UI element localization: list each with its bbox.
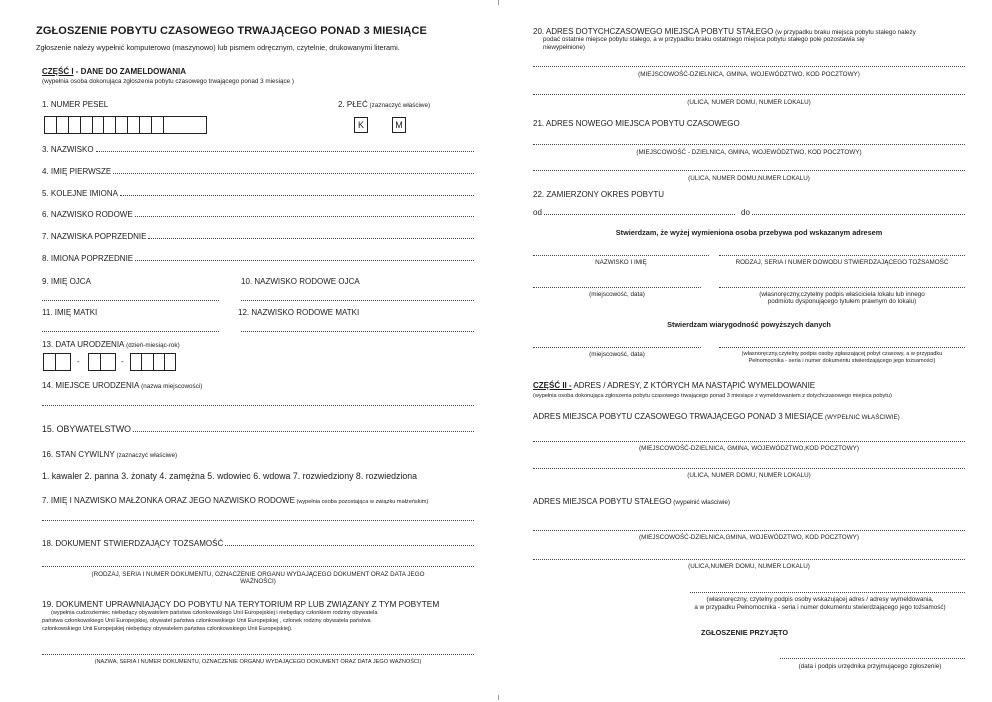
other-names-field[interactable] <box>42 189 474 198</box>
marital-status-label-text: 16. STAN CYWILNY <box>42 450 115 459</box>
owner-signature-caption-2: podmiotu dysponującego tytułem prawnym do lokalu) <box>767 298 917 305</box>
previous-names-label: 8. IMIONA POPRZEDNIE <box>42 254 134 263</box>
new-temp-address-street-field[interactable] <box>533 170 965 171</box>
stay-to-label: do <box>741 208 750 217</box>
temp-address-label-text: ADRES MIEJSCA POBYTU CZASOWEGO TRWAJĄCEGO PONAD 3 MIESIĄCE <box>533 412 824 421</box>
part1-header <box>42 67 186 76</box>
spouse-label-text: 7. IMIĘ I NAZWISKO MAŁŻONKA ORAZ JEGO NAZWISKO RODOWE <box>42 496 295 505</box>
form-subtitle: Zgłoszenie należy wypełnić komputerowo (maszynowo) lub pismem odręcznym, czytelnie, drukowanymi literami. <box>36 43 400 52</box>
perm-address-city-caption: (MIEJSCOWOŚĆ-DZIELNICA,GMINA, WOJEWÓDZTWO, KOD POCZTOWY) <box>639 534 859 541</box>
perm-address-label-note: (wypełnić właściwie) <box>671 499 730 506</box>
mother-family-name-label: 12. NAZWISKO RODOWE MATKI <box>238 308 360 317</box>
pesel-label: 1. NUMER PESEL <box>42 100 109 109</box>
official-signature-field[interactable] <box>780 658 965 659</box>
perm-address-street-field[interactable] <box>533 559 965 560</box>
part2-heading-rest: ADRES / ADRESY, Z KTÓRYCH MA NASTĄPIĆ WYMELDOWANIE <box>571 381 816 390</box>
prev-permanent-address-note-2: podać ostatnie miejsce pobytu stałego, a w przypadku braku ostatniego miejsca pobytu stałego pole pozostawia się <box>543 36 865 43</box>
perm-address-city-field[interactable] <box>533 530 965 531</box>
accepted-heading: ZGŁOSZENIE PRZYJĘTO <box>701 628 789 637</box>
prev-permanent-address-note-1: (w przypadku braku miejsca pobytu stałego należy <box>773 29 916 36</box>
part1-heading: CZĘŚĆ I <box>42 67 74 76</box>
prev-permanent-address-label-text: 20. ADRES DOTYCHCZASOWEGO MIEJSCA POBYTU STAŁEGO <box>533 27 774 36</box>
temp-address-label-note: (WYPEŁNIĆ WŁAŚCIWIE) <box>823 414 900 421</box>
mother-family-name-field[interactable] <box>241 331 474 332</box>
father-family-name-field[interactable] <box>241 300 474 301</box>
page-fold-mark-top <box>498 0 499 5</box>
citizenship-label: 15. OBYWATELSTWO <box>42 424 131 434</box>
birth-day-field[interactable] <box>43 353 71 371</box>
sex-k-checkbox[interactable]: K <box>354 117 368 133</box>
applicant-signature-caption-1: (własnoręczny,czytelny podpis osoby zgłaszającej pobyt czasowy, a w przypadku <box>741 351 943 357</box>
previous-surnames-field[interactable] <box>42 232 474 241</box>
stay-period-label: 22. ZAMIERZONY OKRES POBYTU <box>533 190 664 199</box>
other-names-label: 5. KOLEJNE IMIONA <box>42 189 119 198</box>
sex-m-checkbox[interactable]: M <box>392 117 406 133</box>
part2-note: (wypełnia osoba dokonująca zgłoszenia pobytu czasowego trwającego ponad 3 miesiące z wymeldowaniem z dotychczasowego miejsca pobytu) <box>533 393 892 399</box>
temp-address-city-field[interactable] <box>533 441 965 442</box>
birth-date-label <box>42 340 180 349</box>
spouse-label-note: (wypełnia osoba pozostająca w związku małżeńskim) <box>294 499 429 505</box>
withdrawal-signature-field[interactable] <box>690 592 965 593</box>
new-temp-address-city-caption: (MIEJSCOWOŚĆ - DZIELNICA, GMINA, WOJEWÓDZTWO, KOD POCZTOWY) <box>636 149 862 156</box>
perm-address-label-text: ADRES MIEJSCA POBYTU STAŁEGO <box>533 497 672 506</box>
owner-confirmation-heading: Stwierdzam, że wyżej wymieniona osoba przebywa pod wskazanym adresem <box>615 228 883 237</box>
form-title: ZGŁOSZENIE POBYTU CZASOWEGO TRWAJĄCEGO PONAD 3 MIESIĄCE <box>36 25 427 37</box>
page-fold-mark-bottom <box>498 695 499 700</box>
new-temp-address-street-caption: (ULICA, NUMER DOMU,NUMER LOKALU) <box>688 175 810 182</box>
birth-date-separator: - <box>77 357 80 366</box>
stay-from-label: od <box>533 208 542 217</box>
owner-signature-caption-1: (własnoręczny,czytelny podpis właściciela lokalu lub innego <box>759 291 925 298</box>
prev-permanent-address-city-field[interactable] <box>533 66 965 67</box>
birth-place-field[interactable] <box>42 405 474 406</box>
residence-document-note-1: (wypełnia cudzoziemiec niebędący obywatelem państwa członkowskiego Unii Europejskiej i niebędący członkiem rodziny obywatela <box>51 610 378 616</box>
birth-place-label-note: (nazwa miejscowości) <box>139 383 203 390</box>
father-name-label: 9. IMIĘ OJCA <box>42 277 91 286</box>
part1-heading-rest: - DANE DO ZAMELDOWANIA <box>73 67 186 76</box>
sex-label-text: 2. PŁEĆ <box>338 100 368 109</box>
surname-field[interactable] <box>42 145 474 154</box>
owner-name-field[interactable] <box>533 255 709 256</box>
part2-header <box>533 381 815 390</box>
birth-year-field[interactable] <box>130 353 176 371</box>
owner-document-field[interactable] <box>719 255 965 256</box>
identity-document-details-field[interactable] <box>42 566 474 567</box>
residence-document-label: 19. DOKUMENT UPRAWNIAJĄCY DO POBYTU NA TERYTORIUM RP LUB ZWIĄZANY Z TYM POBYTEM <box>42 599 440 609</box>
owner-document-caption: RODZAJ, SERIA I NUMER DOWODU STWIERDZAJĄCEGO TOŻSAMOŚĆ <box>735 259 949 266</box>
prev-permanent-address-street-caption: (ULICA, NUMER DOMU, NUMER LOKALU) <box>687 99 811 106</box>
identity-document-label: 18. DOKUMENT STWIERDZAJĄCY TOŻSAMOŚĆ <box>42 539 224 548</box>
residence-document-note-2: państwa członkowskiego Unii Europejskiej, obywatel państwa członkowskiego Unii Europejskiej , członek rodziny obywatela państwa <box>42 618 371 624</box>
prev-permanent-address-city-caption: (MIEJSCOWOŚĆ-DZIELNICA, GMINA, WOJEWÓDZTWO, KOD POCZTOWY) <box>638 71 860 78</box>
prev-permanent-address-label <box>533 27 916 36</box>
owner-signature-field[interactable] <box>719 287 965 288</box>
citizenship-field[interactable] <box>42 424 474 434</box>
mother-name-label: 11. IMIĘ MATKI <box>42 308 98 317</box>
temp-address-city-caption: (MIEJSCOWOŚĆ-DZIELNICA, GMINA, WOJEWÓDZTWO,KOD POCZTOWY) <box>639 445 859 452</box>
withdrawal-signature-caption-1: (własnoręczny, czytelny podpis osoby wskazującej adres / adresy wymeldowania, <box>706 596 934 603</box>
owner-place-date-caption: (miejscowość, data) <box>589 291 645 298</box>
first-name-label: 4. IMIĘ PIERWSZE <box>42 167 112 176</box>
perm-address-street-caption: (ULICA,NUMER DOMU, NUMER LOKALU) <box>688 563 810 570</box>
identity-document-caption-1: (RODZAJ, SERIA I NUMER DOKUMENTU, OZNACZENIE ORGANU WYDAJĄCEGO DOKUMENT ORAZ DATA JEGO <box>91 571 425 578</box>
prev-permanent-address-street-field[interactable] <box>533 94 965 95</box>
surname-label: 3. NAZWISKO <box>42 145 94 154</box>
sex-label <box>338 100 430 109</box>
previous-surnames-label: 7. NAZWISKA POPRZEDNIE <box>42 232 147 241</box>
birth-date-label-note: (dzień-miesiąc-rok) <box>124 342 180 349</box>
birth-date-label-text: 13. DATA URODZENIA <box>42 340 125 349</box>
first-name-field[interactable] <box>42 167 474 176</box>
part1-note: (wypełnia osoba dokonująca zgłoszenia pobytu czasowego trwającego ponad 3 miesiące ) <box>42 78 295 85</box>
pesel-field[interactable] <box>44 116 207 134</box>
temp-address-label <box>533 412 900 421</box>
prev-permanent-address-note-3: niewypełnione) <box>543 44 586 51</box>
residence-document-caption: (NAZWA, SERIA I NUMER DOKUMENTU, OZNACZENIE ORGANU WYDAJĄCEGO DOKUMENT ORAZ DATA JEGO WAŻNOŚCI) <box>94 659 422 665</box>
residence-document-field[interactable] <box>42 654 474 655</box>
temp-address-street-field[interactable] <box>533 468 965 469</box>
applicant-place-date-field[interactable] <box>533 347 701 348</box>
part2-heading: CZĘŚĆ II - <box>533 381 572 390</box>
birth-month-field[interactable] <box>88 353 116 371</box>
marital-status-options[interactable]: 1. kawaler 2. panna 3. żonaty 4. zamężna 5. wdowiec 6. wdowa 7. rozwiedziony 8. rozwiedziona <box>42 471 418 481</box>
sex-label-note: (zaznaczyć właściwe) <box>367 102 431 109</box>
new-temp-address-label: 21. ADRES NOWEGO MIEJSCA POBYTU CZASOWEGO <box>533 119 740 128</box>
owner-place-date-field[interactable] <box>533 287 701 288</box>
birth-place-label-text: 14. MIEJSCE URODZENIA <box>42 381 140 390</box>
stay-from-field[interactable] <box>533 208 735 217</box>
perm-address-label <box>533 497 730 506</box>
previous-names-field[interactable] <box>42 254 474 263</box>
birth-place-label <box>42 381 202 390</box>
stay-to-field[interactable] <box>741 208 965 217</box>
spouse-field[interactable] <box>42 520 474 521</box>
credibility-confirmation-heading: Stwierdzam wiarygodność powyższych danych <box>667 320 831 329</box>
spouse-label <box>42 496 428 505</box>
applicant-signature-field[interactable] <box>719 347 965 348</box>
father-family-name-label: 10. NAZWISKO RODOWE OJCA <box>241 277 360 286</box>
identity-document-field[interactable] <box>42 539 474 548</box>
residence-document-note-3: członkowskiego Unii Europejskiej niebędący obywatelem państwa członkowskiego Unii Europejskiej). <box>42 626 293 632</box>
mother-name-field[interactable] <box>42 331 219 332</box>
temp-address-street-caption: (ULICA, NUMER DOMU, NUMER LOKALU) <box>687 472 811 479</box>
birth-date-separator-2: - <box>121 357 124 366</box>
marital-status-label-note: (zaznaczyć właściwe) <box>114 452 178 459</box>
owner-name-caption: NAZWISKO I IMIĘ <box>595 259 647 266</box>
marital-status-label <box>42 450 177 459</box>
applicant-place-date-caption: (miejscowość, data) <box>589 351 645 358</box>
official-signature-caption: (data i podpis urzędnika przyjmującego zgłoszenie) <box>798 663 942 670</box>
applicant-signature-caption-2: Pełnomocnika - seria i numer dokumentu stwierdzającego jego tożsamości) <box>748 358 936 364</box>
new-temp-address-city-field[interactable] <box>533 144 965 145</box>
father-name-field[interactable] <box>42 300 219 301</box>
family-name-field[interactable] <box>42 210 474 219</box>
identity-document-caption-2: WAŻNOŚCI) <box>240 578 276 585</box>
family-name-label: 6. NAZWISKO RODOWE <box>42 210 133 219</box>
withdrawal-signature-caption-2: a w przypadku Pełnomocnika - seria i numer dokumentu stwierdzającego jego tożsamość) <box>694 604 946 611</box>
